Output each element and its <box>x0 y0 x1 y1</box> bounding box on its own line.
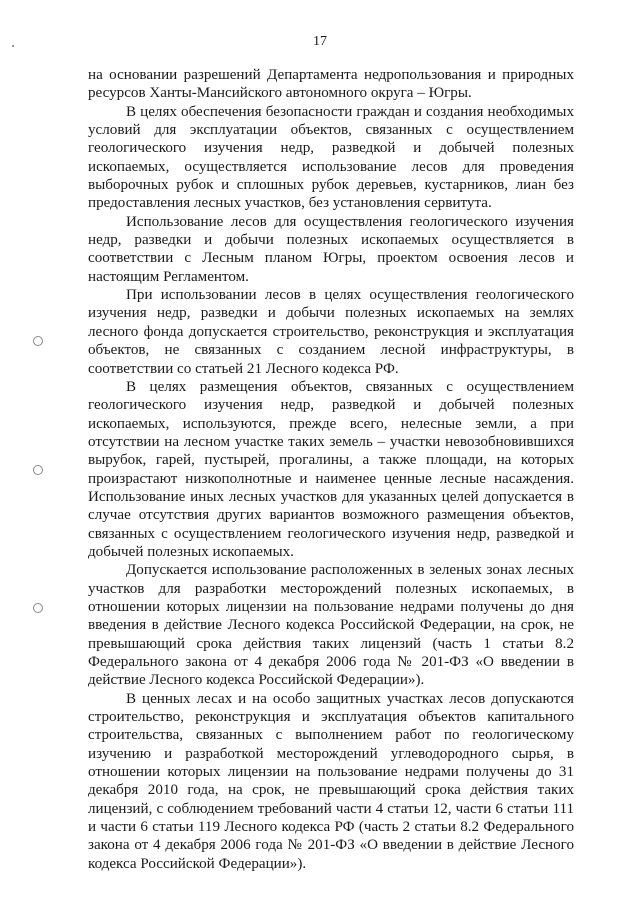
document-body <box>88 66 574 873</box>
paragraph: При использовании лесов в целях осуществления геологического изучения недр, разведки и добычи полезных ископаемых на землях лесного фонда допускается строительство, реконструкция и эксплуатация объектов, не связанных с созданием лесной инфраструктуры, в соответствии со статьей 21 Лесного кодекса РФ. <box>88 287 574 377</box>
binding-hole-mark <box>33 603 43 613</box>
paragraph: на основании разрешений Департамента недропользования и природных ресурсов Ханты-Мансийского автономного округа – Югры. <box>88 67 574 102</box>
page-number: 17 <box>313 34 327 49</box>
paragraph: Допускается использование расположенных в зеленых зонах лесных участков для разработки месторождений полезных ископаемых, в отношении которых лицензии на пользование недрами получены до дня введения в действие Лесного кодекса Российской Федерации, на срок, не превышающий срока действия таких лицензий (часть 1 статьи 8.2 Федерального закона от 4 декабря 2006 года № 201-ФЗ «О введении в действие Лесного кодекса Российской Федерации»). <box>88 562 574 689</box>
paragraph: Использование лесов для осуществления геологического изучения недр, разведки и добычи полезных ископаемых осуществляется в соответствии с Лесным планом Югры, проектом освоения лесов и настоящим Регламентом. <box>88 213 574 285</box>
binding-hole-mark <box>33 465 43 475</box>
paragraph: В ценных лесах и на особо защитных участках лесов допускаются строительство, реконструкция и эксплуатация объектов капитального строительства, связанных с выполнением работ по геологическому изучению и разработкой месторождений углеводородного сырья, в отношении которых лицензии на пользование недрами получены до 31 декабря 2010 года, на срок, не превышающий срока действия таких лицензий, с соблюдением требований части 4 статьи 12, части 6 статьи 111 и части 6 статьи 119 Лесного кодекса РФ (часть 2 статьи 8.2 Федерального закона от 4 декабря 2006 года № 201-ФЗ «О введении в действие Лесного кодекса Российской Федерации»). <box>88 690 574 872</box>
scan-speck <box>12 45 14 47</box>
binding-hole-mark <box>33 336 43 346</box>
paragraph: В целях размещения объектов, связанных с осуществлением геологического изучения недр, разведкой и добычей полезных ископаемых, используются, прежде всего, нелесные земли, а при отсутствии на лесном участке таких земель – участки невозобновившихся вырубок, гарей, пустырей, прогалины, а также площади, на которых произрастают низкополнотные и наименее ценные лесные насаждения. Использование иных лесных участков для указанных целей допускается в случае отсутствия других вариантов возможного размещения объектов, связанных с осуществлением геологического изучения недр, разведкой и добычей полезных ископаемых. <box>88 378 574 560</box>
paragraph: В целях обеспечения безопасности граждан и создания необходимых условий для эксплуатации объектов, связанных с осуществлением геологического изучения недр, разведкой и добычей полезных ископаемых, осуществляется использование лесов для проведения выборочных рубок и сплошных рубок деревьев, кустарников, лиан без предоставления лесных участков, без установления сервитута. <box>88 103 574 212</box>
